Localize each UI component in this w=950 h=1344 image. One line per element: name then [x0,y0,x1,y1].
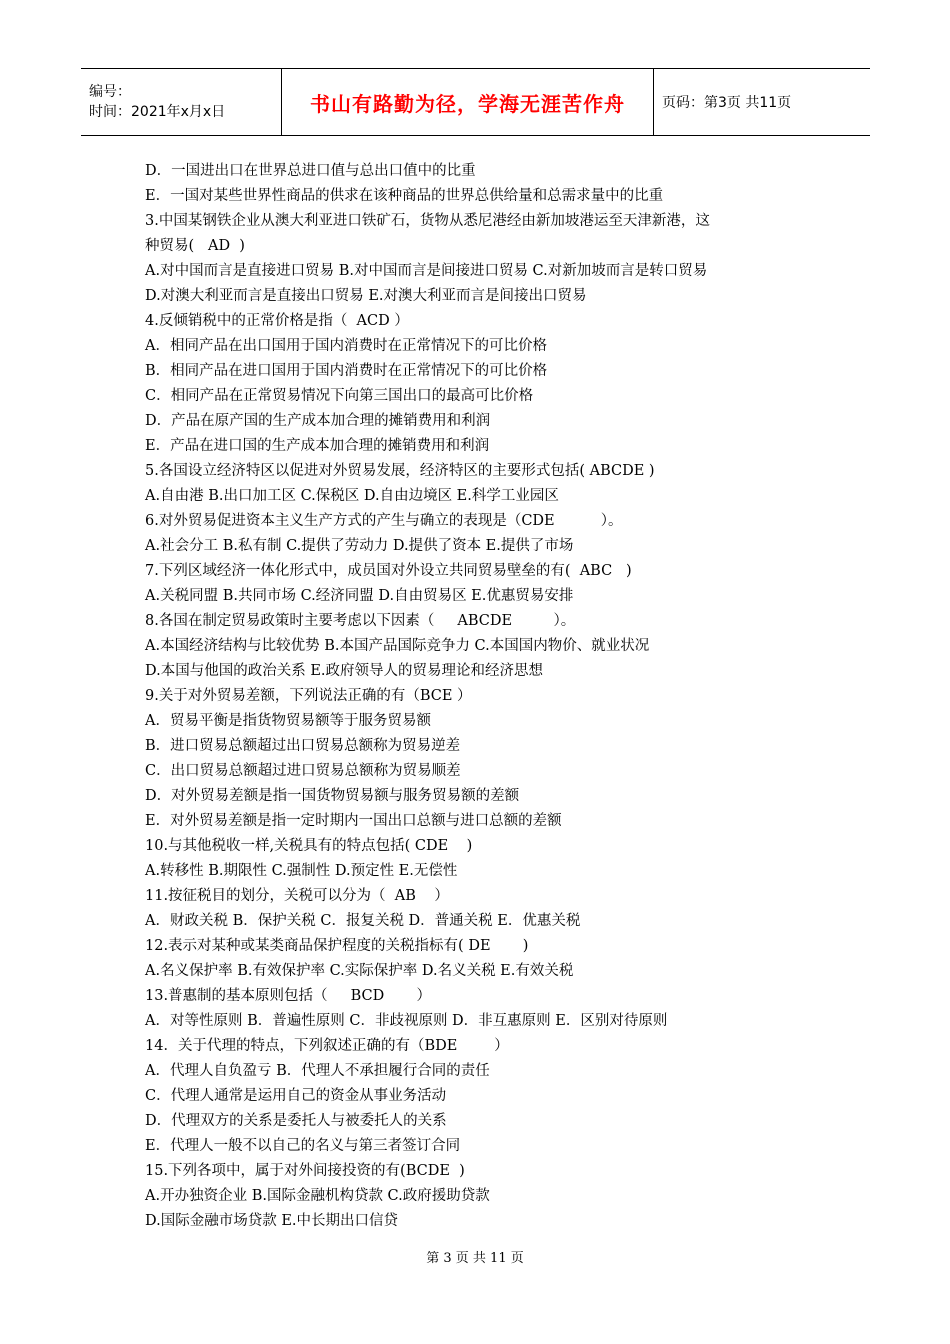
text-line: 3.中国某钢铁企业从澳大利亚进口铁矿石，货物从悉尼港经由新加坡港运至天津新港，这 [145,213,710,229]
text-line: A.本国经济结构与比较优势 B.本国产品国际竞争力 C.本国国内物价、就业状况 [145,638,650,654]
text-line: D．代理双方的关系是委托人与被委托人的关系 [145,1113,447,1129]
text-line: 9.关于对外贸易差额，下列说法正确的有（BCE ） [145,688,472,704]
text-line: E．一国对某些世界性商品的供求在该种商品的世界总供给量和总需求量中的比重 [145,188,664,204]
text-line: 7.下列区域经济一体化形式中，成员国对外设立共同贸易壁垒的有( ABC ) [145,563,632,579]
text-line: E．对外贸易差额是指一定时期内一国出口总额与进口总额的差额 [145,813,562,829]
text-line: E．代理人一般不以自己的名义与第三者签订合同 [145,1138,461,1154]
text-line: 15.下列各项中，属于对外间接投资的有(BCDE ) [145,1163,465,1179]
doc-number-label: 编号： [89,84,131,100]
text-line: C．相同产品在正常贸易情况下向第三国出口的最高可比价格 [145,388,534,404]
text-line: 14．关于代理的特点，下列叙述正确的有（BDE ） [145,1038,509,1054]
text-line: D.国际金融市场贷款 E.中长期出口信贷 [145,1213,399,1229]
header-left-cell [81,69,282,135]
text-line: 12.表示对某种或某类商品保护程度的关税指标有( DE ) [145,938,529,954]
text-line: A.名义保护率 B.有效保护率 C.实际保护率 D.名义关税 E.有效关税 [145,963,574,979]
text-line: A.关税同盟 B.共同市场 C.经济同盟 D.自由贸易区 E.优惠贸易安排 [145,588,574,604]
text-line: D．一国进出口在世界总进口值与总出口值中的比重 [145,163,476,179]
doc-time-label: 时间：2021年x月x日 [89,104,226,120]
text-line: A．相同产品在出口国用于国内消费时在正常情况下的可比价格 [145,338,547,354]
header-page-label: 页码：第3页 共11页 [662,95,792,111]
text-line: 6.对外贸易促进资本主义生产方式的产生与确立的表现是（CDE ）。 [145,513,623,529]
text-line: 4.反倾销税中的正常价格是指（ ACD ） [145,313,409,329]
text-line: 种贸易( AD ) [145,238,245,254]
page-header [81,68,870,136]
header-motto-cell [282,69,654,135]
header-motto: 书山有路勤为径，学海无涯苦作舟 [310,91,625,116]
text-line: A．代理人自负盈亏 B．代理人不承担履行合同的责任 [145,1063,490,1079]
text-line: D.本国与他国的政治关系 E.政府领导人的贸易理论和经济思想 [145,663,544,679]
text-line: A.开办独资企业 B.国际金融机构贷款 C.政府援助贷款 [145,1188,490,1204]
text-line: D.对澳大利亚而言是直接出口贸易 E.对澳大利亚而言是间接出口贸易 [145,288,587,304]
text-line: D．产品在原产国的生产成本加合理的摊销费用和利润 [145,413,491,429]
text-line: B．相同产品在进口国用于国内消费时在正常情况下的可比价格 [145,363,548,379]
text-line: 13.普惠制的基本原则包括（ BCD ） [145,988,432,1004]
text-line: A.对中国而言是直接进口贸易 B.对中国而言是间接进口贸易 C.对新加坡而言是转口贸易 [145,263,708,279]
text-line: A.自由港 B.出口加工区 C.保税区 D.自由边境区 E.科学工业园区 [145,488,559,504]
page-footer: 第 3 页 共 11 页 [426,1251,524,1266]
text-line: A.社会分工 B.私有制 C.提供了劳动力 D.提供了资本 E.提供了市场 [145,538,574,554]
text-line: 10.与其他税收一样,关税具有的特点包括( CDE ) [145,838,473,854]
text-line: D．对外贸易差额是指一国货物贸易额与服务贸易额的差额 [145,788,520,804]
text-line: 5.各国设立经济特区以促进对外贸易发展，经济特区的主要形式包括( ABCDE ) [145,463,655,479]
text-line: C．代理人通常是运用自己的资金从事业务活动 [145,1088,447,1104]
text-line: C．出口贸易总额超过进口贸易总额称为贸易顺差 [145,763,461,779]
text-line: B．进口贸易总额超过出口贸易总额称为贸易逆差 [145,738,461,754]
text-line: E．产品在进口国的生产成本加合理的摊销费用和利润 [145,438,490,454]
text-line: A.转移性 B.期限性 C.强制性 D.预定性 E.无偿性 [145,863,458,879]
text-line: 11.按征税目的划分，关税可以分为（ AB ） [145,888,449,904]
document-body [145,159,815,1234]
text-line: A．贸易平衡是指货物贸易额等于服务贸易额 [145,713,431,729]
text-line: A．对等性原则 B．普遍性原则 C．非歧视原则 D．非互惠原则 E．区别对待原则 [145,1013,668,1029]
text-line: 8.各国在制定贸易政策时主要考虑以下因素（ ABCDE ）。 [145,613,576,629]
header-right-cell [654,69,870,135]
text-line: A．财政关税 B．保护关税 C．报复关税 D．普通关税 E．优惠关税 [145,913,581,929]
